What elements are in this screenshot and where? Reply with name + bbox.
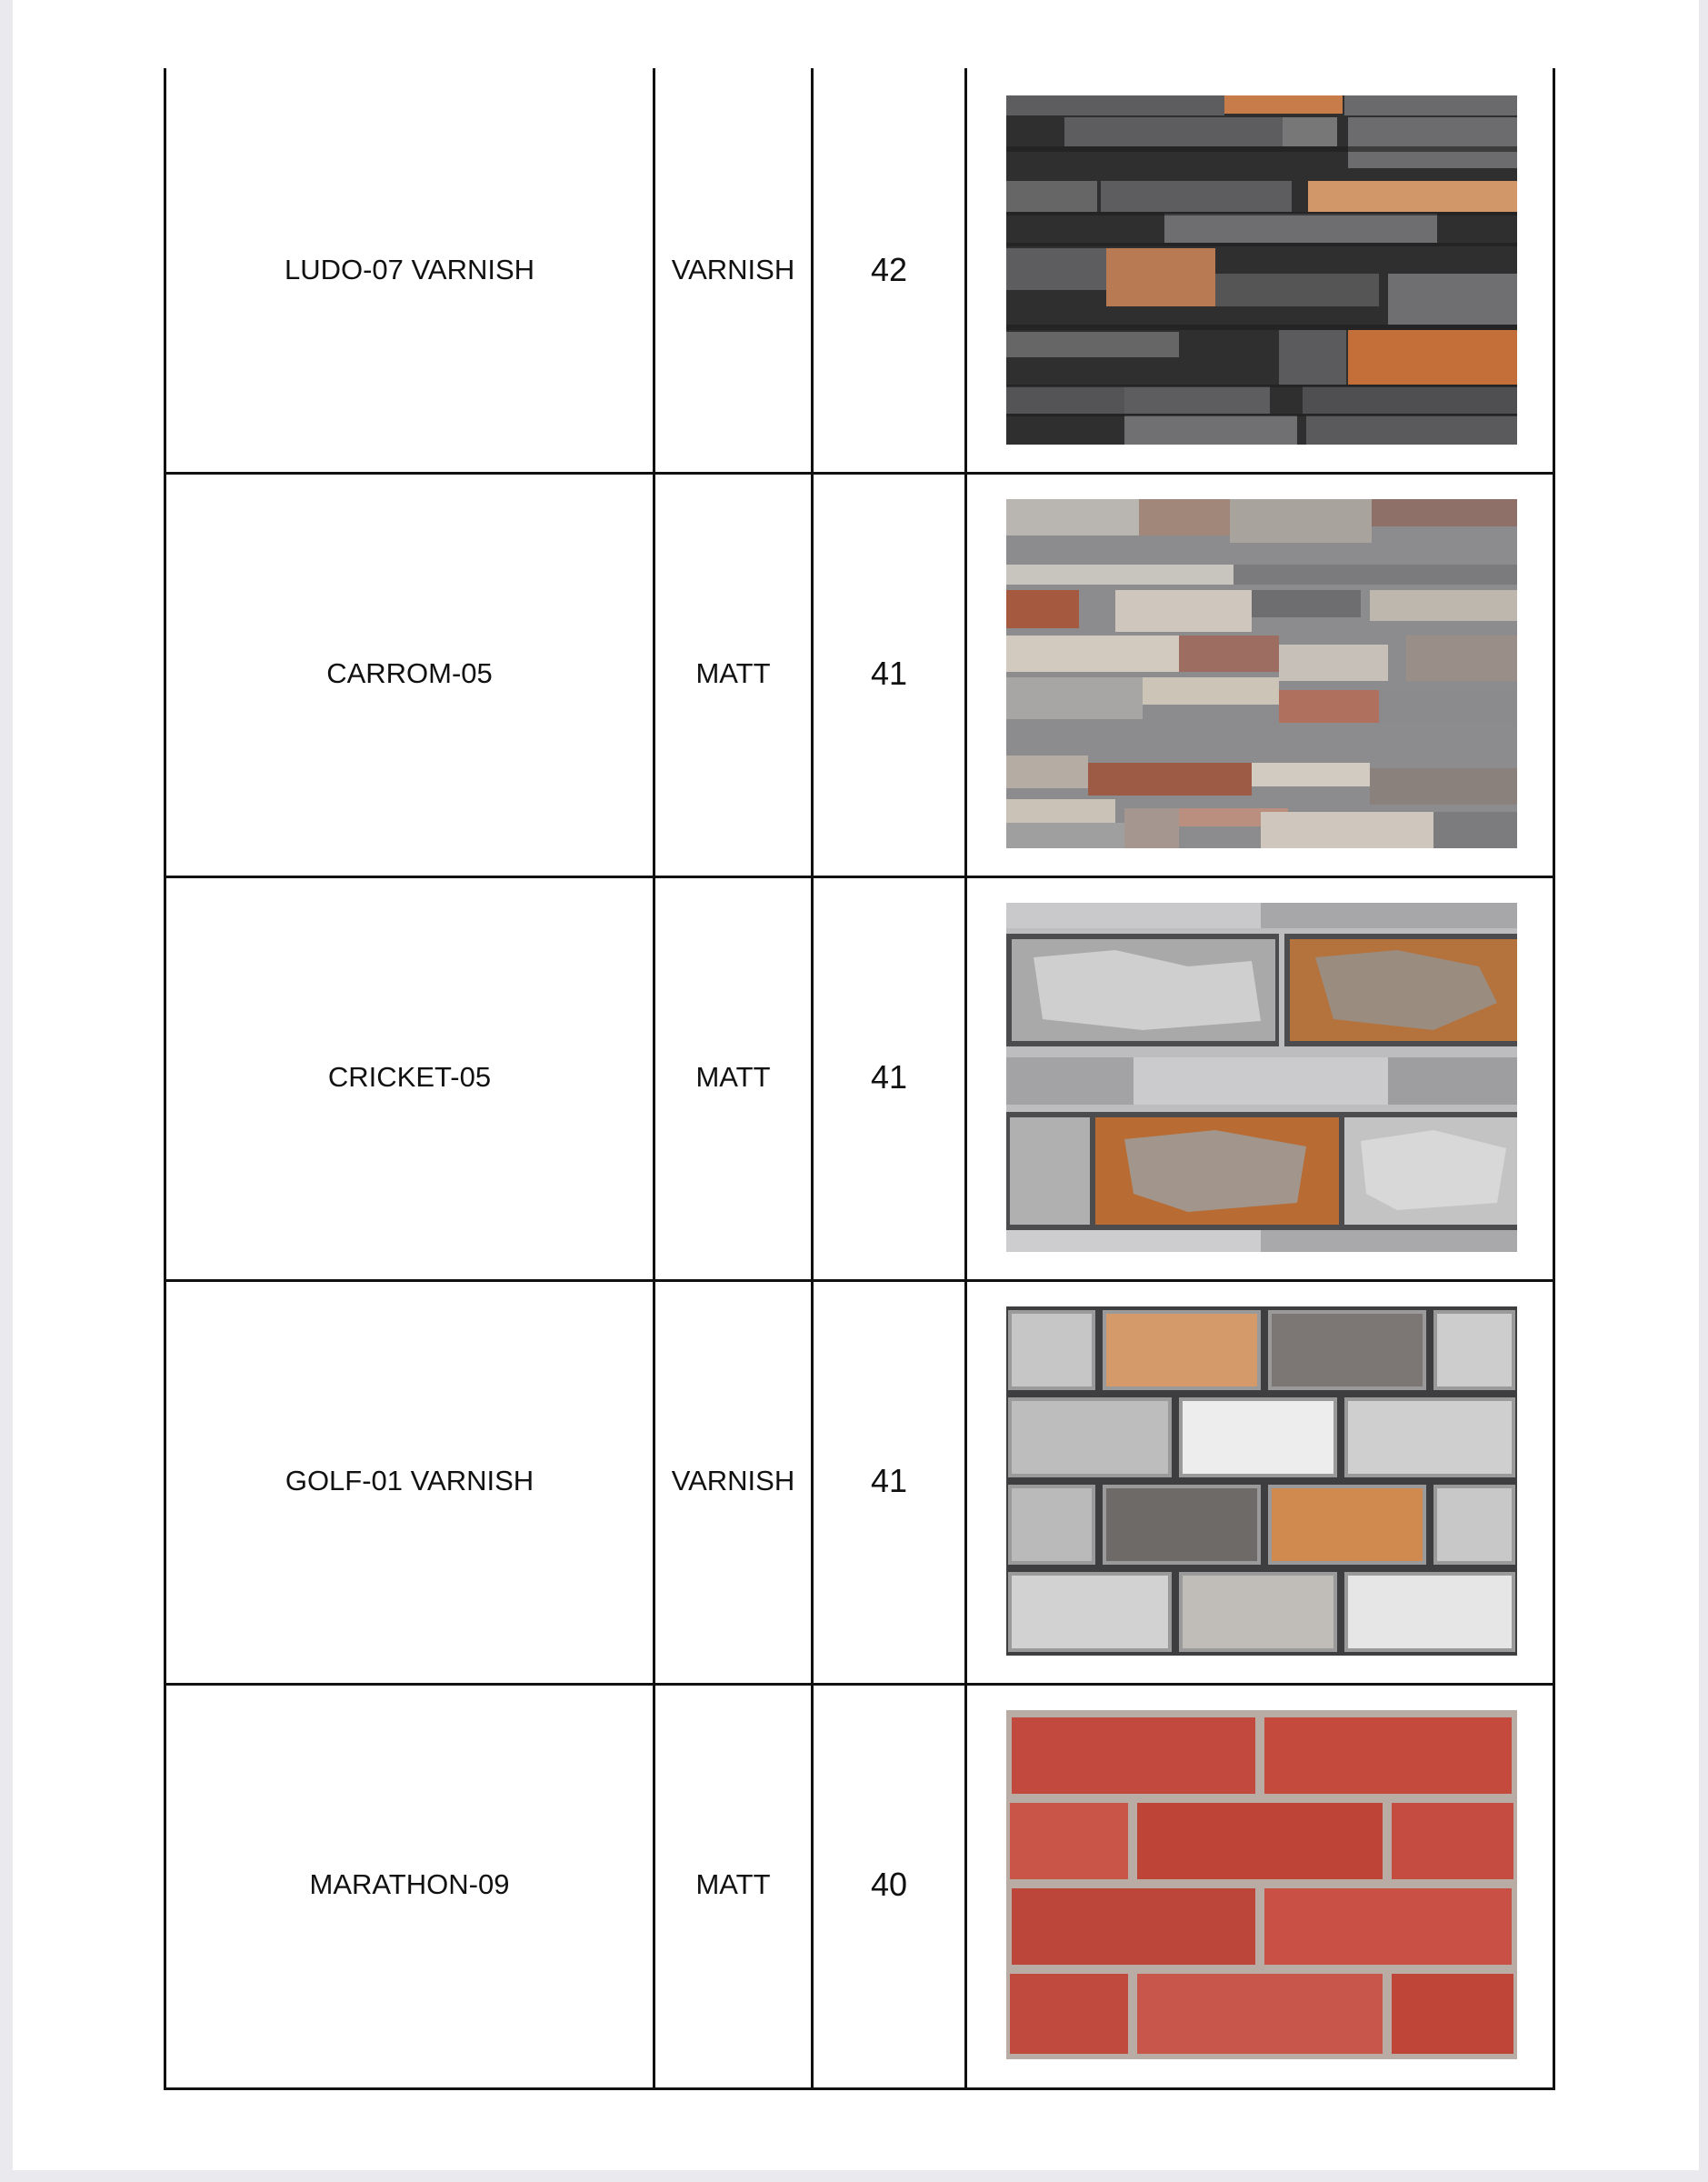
swatch-cell — [967, 472, 1555, 876]
product-name: CRICKET-05 — [327, 1061, 492, 1093]
table-border-bottom — [164, 2087, 1555, 2090]
table-row — [164, 1683, 1555, 2087]
product-name: CARROM-05 — [326, 657, 493, 689]
product-number: 40 — [870, 1866, 908, 1903]
table-row — [164, 472, 1555, 876]
swatch-cell — [967, 68, 1555, 472]
block-stone-tile-image — [1006, 1306, 1517, 1656]
tile-catalog-table — [164, 68, 1555, 2090]
product-name: MARATHON-09 — [309, 1868, 510, 1900]
product-finish: MATT — [695, 1868, 771, 1900]
product-finish: MATT — [695, 1061, 771, 1093]
swatch-cell — [967, 876, 1555, 1279]
product-name: GOLF-01 VARNISH — [285, 1465, 534, 1496]
stacked-stone-tile-image — [1006, 499, 1517, 848]
product-finish: MATT — [695, 657, 771, 689]
red-brick-tile-image — [1006, 1710, 1517, 2059]
product-number: 42 — [870, 251, 908, 288]
product-number: 41 — [870, 655, 908, 692]
product-number: 41 — [870, 1462, 908, 1499]
stacked-stone-tile-image — [1006, 95, 1517, 445]
table-row — [164, 68, 1555, 472]
product-finish: VARNISH — [671, 1465, 795, 1496]
swatch-cell — [967, 1683, 1555, 2087]
split-face-stone-tile-image — [1006, 903, 1517, 1252]
table-row — [164, 876, 1555, 1279]
product-number: 41 — [870, 1058, 908, 1096]
swatch-cell — [967, 1279, 1555, 1683]
product-name: LUDO-07 VARNISH — [284, 254, 535, 285]
document-page — [13, 0, 1699, 2170]
table-row — [164, 1279, 1555, 1683]
product-finish: VARNISH — [671, 254, 795, 285]
